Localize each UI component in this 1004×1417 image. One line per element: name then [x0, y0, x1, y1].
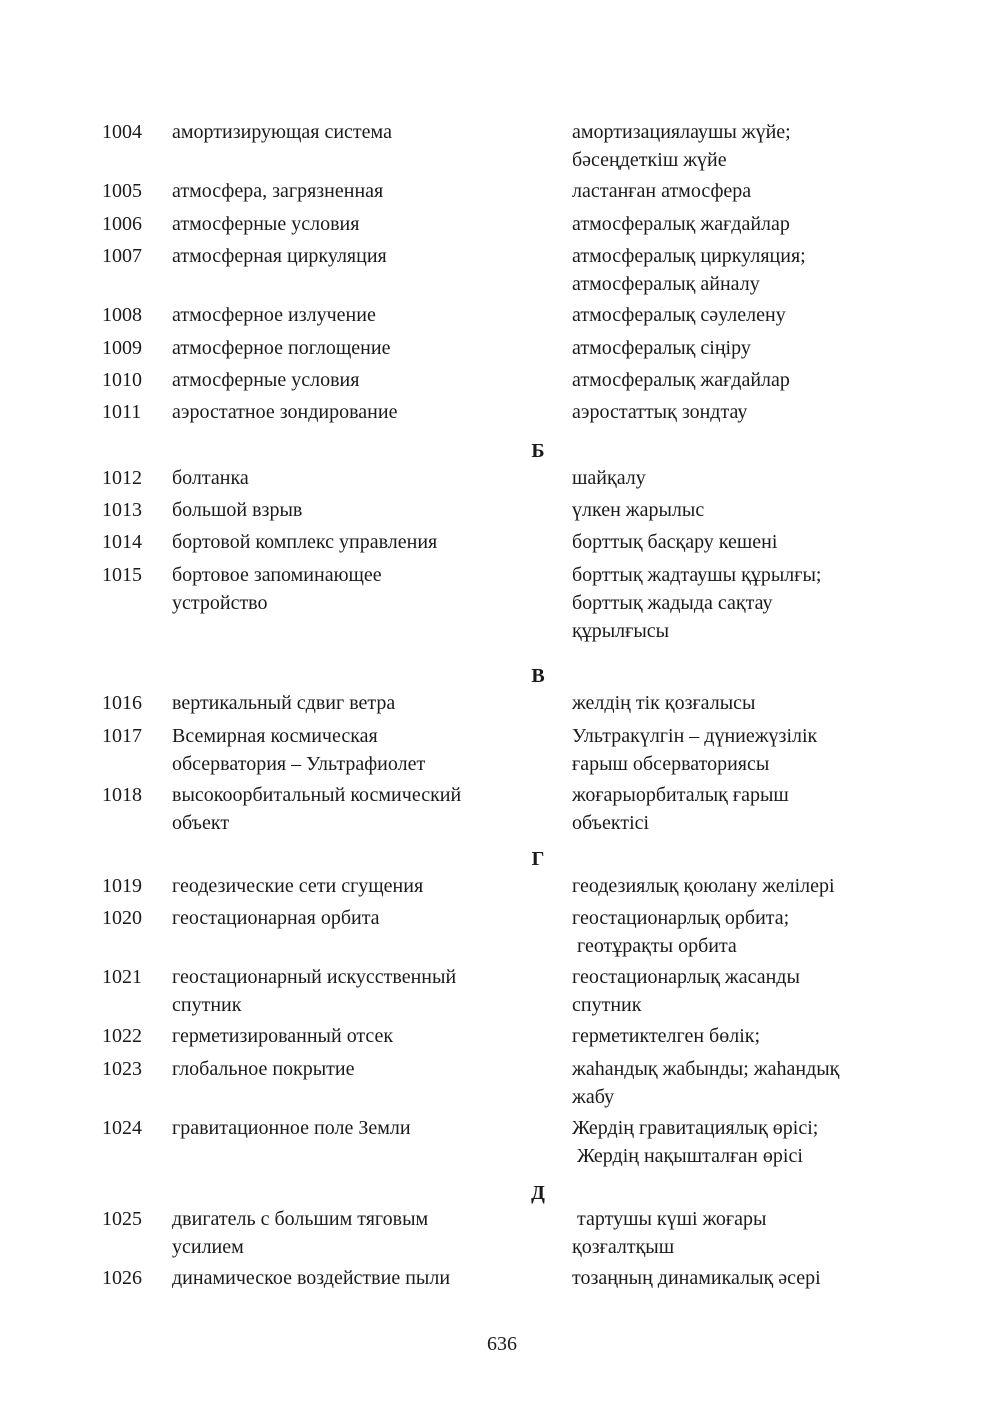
entry-number: 1024 [102, 1117, 142, 1139]
kazakh-term-line: геостационарлық орбита; [572, 907, 790, 929]
kazakh-term [572, 301, 952, 329]
russian-term [172, 689, 542, 717]
russian-term [172, 496, 542, 524]
kazakh-term-line: ғарыш обсерваториясы [572, 753, 770, 775]
kazakh-term-line: борттық жадтаушы құрылғы; [572, 564, 822, 586]
russian-term-line: объект [172, 812, 230, 834]
kazakh-term-line: тартушы күші жоғары [572, 1208, 767, 1230]
russian-term [172, 872, 542, 900]
kazakh-term [572, 496, 952, 524]
kazakh-term [572, 528, 952, 556]
russian-term [172, 118, 542, 146]
kazakh-term-line: желдің тік қозғалысы [572, 692, 756, 714]
entry-number: 1012 [102, 467, 142, 489]
russian-term [172, 398, 542, 426]
russian-term [172, 242, 542, 270]
entry-number: 1016 [102, 692, 142, 714]
russian-term-line: усилием [172, 1236, 244, 1258]
russian-term-line: атмосферное поглощение [172, 337, 391, 359]
russian-term [172, 561, 542, 617]
russian-term-line: динамическое воздействие пыли [172, 1267, 451, 1289]
kazakh-term [572, 118, 952, 174]
kazakh-term [572, 1055, 952, 1111]
entry-number: 1011 [102, 401, 142, 423]
russian-term [172, 528, 542, 556]
kazakh-term-line: атмосфералық сәулелену [572, 304, 786, 326]
kazakh-term-line: спутник [572, 994, 642, 1016]
kazakh-term-line: объектісі [572, 812, 650, 834]
russian-term-line: болтанка [172, 467, 249, 489]
kazakh-term-line: геодезиялық қоюлану желілері [572, 875, 835, 897]
entry-number: 1014 [102, 531, 142, 553]
russian-term-line: Всемирная космическая [172, 725, 378, 747]
entry-number: 1009 [102, 337, 142, 359]
russian-term-line: спутник [172, 994, 242, 1016]
russian-term [172, 177, 542, 205]
kazakh-term [572, 561, 952, 645]
russian-term [172, 464, 542, 492]
section-letter: Б [531, 440, 545, 462]
russian-term-line: атмосферные условия [172, 213, 360, 235]
russian-term-line: геостационарная орбита [172, 907, 380, 929]
russian-term [172, 781, 542, 837]
russian-term [172, 963, 542, 1019]
entry-number: 1010 [102, 369, 142, 391]
kazakh-term-line: геотұрақты орбита [572, 935, 737, 957]
russian-term [172, 904, 542, 932]
russian-term [172, 366, 542, 394]
entry-number: 1006 [102, 213, 142, 235]
entry-number: 1005 [102, 180, 142, 202]
kazakh-term-line: бәсеңдеткіш жүйе [572, 149, 727, 171]
russian-term-line: бортовое запоминающее [172, 564, 382, 586]
kazakh-term-line: атмосфералық жағдайлар [572, 213, 790, 235]
kazakh-term [572, 904, 952, 960]
kazakh-term-line: үлкен жарылыс [572, 499, 705, 521]
entry-number: 1018 [102, 784, 142, 806]
kazakh-term [572, 1022, 952, 1050]
kazakh-term [572, 210, 952, 238]
russian-term-line: геостационарный искусственный [172, 966, 457, 988]
kazakh-term [572, 781, 952, 837]
kazakh-term-line: атмосфералық циркуляция; [572, 245, 806, 267]
kazakh-term-line: амортизациялаушы жүйе; [572, 121, 791, 143]
kazakh-term-line: құрылғысы [572, 620, 670, 642]
section-letter: Г [531, 848, 545, 870]
russian-term-line: высокоорбитальный космический [172, 784, 462, 806]
kazakh-term-line: атмосфералық сіңіру [572, 337, 751, 359]
kazakh-term-line: жаһандық жабынды; жаһандық [572, 1058, 840, 1080]
russian-term-line: большой взрыв [172, 499, 303, 521]
russian-term [172, 1205, 542, 1261]
kazakh-term [572, 1264, 952, 1292]
kazakh-term [572, 1114, 952, 1170]
entry-number: 1026 [102, 1267, 142, 1289]
russian-term-line: аэростатное зондирование [172, 401, 398, 423]
kazakh-term-line: Жердің нақышталған өрісі [572, 1145, 803, 1167]
russian-term-line: атмосферное излучение [172, 304, 376, 326]
section-letter: Д [531, 1182, 545, 1204]
kazakh-term-line: аэростаттық зондтау [572, 401, 748, 423]
kazakh-term-line: борттық жадыда сақтау [572, 592, 773, 614]
russian-term-line: атмосфера, загрязненная [172, 180, 384, 202]
entry-number: 1017 [102, 725, 142, 747]
entry-number: 1008 [102, 304, 142, 326]
russian-term [172, 722, 542, 778]
kazakh-term-line: шайқалу [572, 467, 646, 489]
russian-term-line: геодезические сети сгущения [172, 875, 424, 897]
russian-term-line: атмосферная циркуляция [172, 245, 387, 267]
kazakh-term-line: атмосфералық жағдайлар [572, 369, 790, 391]
kazakh-term-line: тозаңның динамикалық әсері [572, 1267, 821, 1289]
kazakh-term [572, 177, 952, 205]
entry-number: 1020 [102, 907, 142, 929]
entry-number: 1022 [102, 1025, 142, 1047]
russian-term-line: двигатель с большим тяговым [172, 1208, 429, 1230]
russian-term-line: бортовой комплекс управления [172, 531, 438, 553]
entry-number: 1023 [102, 1058, 142, 1080]
kazakh-term-line: герметиктелген бөлік; [572, 1025, 761, 1047]
kazakh-term [572, 872, 952, 900]
entry-number: 1015 [102, 564, 142, 586]
entry-number: 1004 [102, 121, 142, 143]
entry-number: 1025 [102, 1208, 142, 1230]
russian-term [172, 1055, 542, 1083]
russian-term-line: обсерватория – Ультрафиолет [172, 753, 426, 775]
kazakh-term [572, 464, 952, 492]
entry-number: 1019 [102, 875, 142, 897]
section-letter: В [531, 665, 545, 687]
russian-term [172, 334, 542, 362]
russian-term-line: устройство [172, 592, 268, 614]
russian-term [172, 1114, 542, 1142]
russian-term [172, 301, 542, 329]
kazakh-term-line: Ультракүлгін – дүниежүзілік [572, 725, 818, 747]
russian-term-line: вертикальный сдвиг ветра [172, 692, 396, 714]
kazakh-term [572, 722, 952, 778]
kazakh-term-line: борттық басқару кешені [572, 531, 778, 553]
kazakh-term-line: геостационарлық жасанды [572, 966, 800, 988]
russian-term [172, 1264, 542, 1292]
entry-number: 1007 [102, 245, 142, 267]
kazakh-term [572, 689, 952, 717]
entry-number: 1013 [102, 499, 142, 521]
kazakh-term [572, 334, 952, 362]
kazakh-term-line: ластанған атмосфера [572, 180, 752, 202]
russian-term [172, 1022, 542, 1050]
kazakh-term [572, 366, 952, 394]
russian-term-line: герметизированный отсек [172, 1025, 394, 1047]
kazakh-term-line: атмосфералық айналу [572, 273, 760, 295]
page-number: 636 [487, 1333, 517, 1355]
russian-term-line: атмосферные условия [172, 369, 360, 391]
russian-term [172, 210, 542, 238]
kazakh-term [572, 398, 952, 426]
entry-number: 1021 [102, 966, 142, 988]
russian-term-line: гравитационное поле Земли [172, 1117, 411, 1139]
kazakh-term-line: жабу [572, 1086, 615, 1108]
russian-term-line: амортизирующая система [172, 121, 392, 143]
russian-term-line: глобальное покрытие [172, 1058, 355, 1080]
kazakh-term-line: қозғалтқыш [572, 1236, 675, 1258]
kazakh-term [572, 242, 952, 298]
kazakh-term-line: Жердің гравитациялық өрісі; [572, 1117, 819, 1139]
kazakh-term [572, 963, 952, 1019]
kazakh-term-line: жоғарыорбиталық ғарыш [572, 784, 789, 806]
kazakh-term [572, 1205, 952, 1261]
